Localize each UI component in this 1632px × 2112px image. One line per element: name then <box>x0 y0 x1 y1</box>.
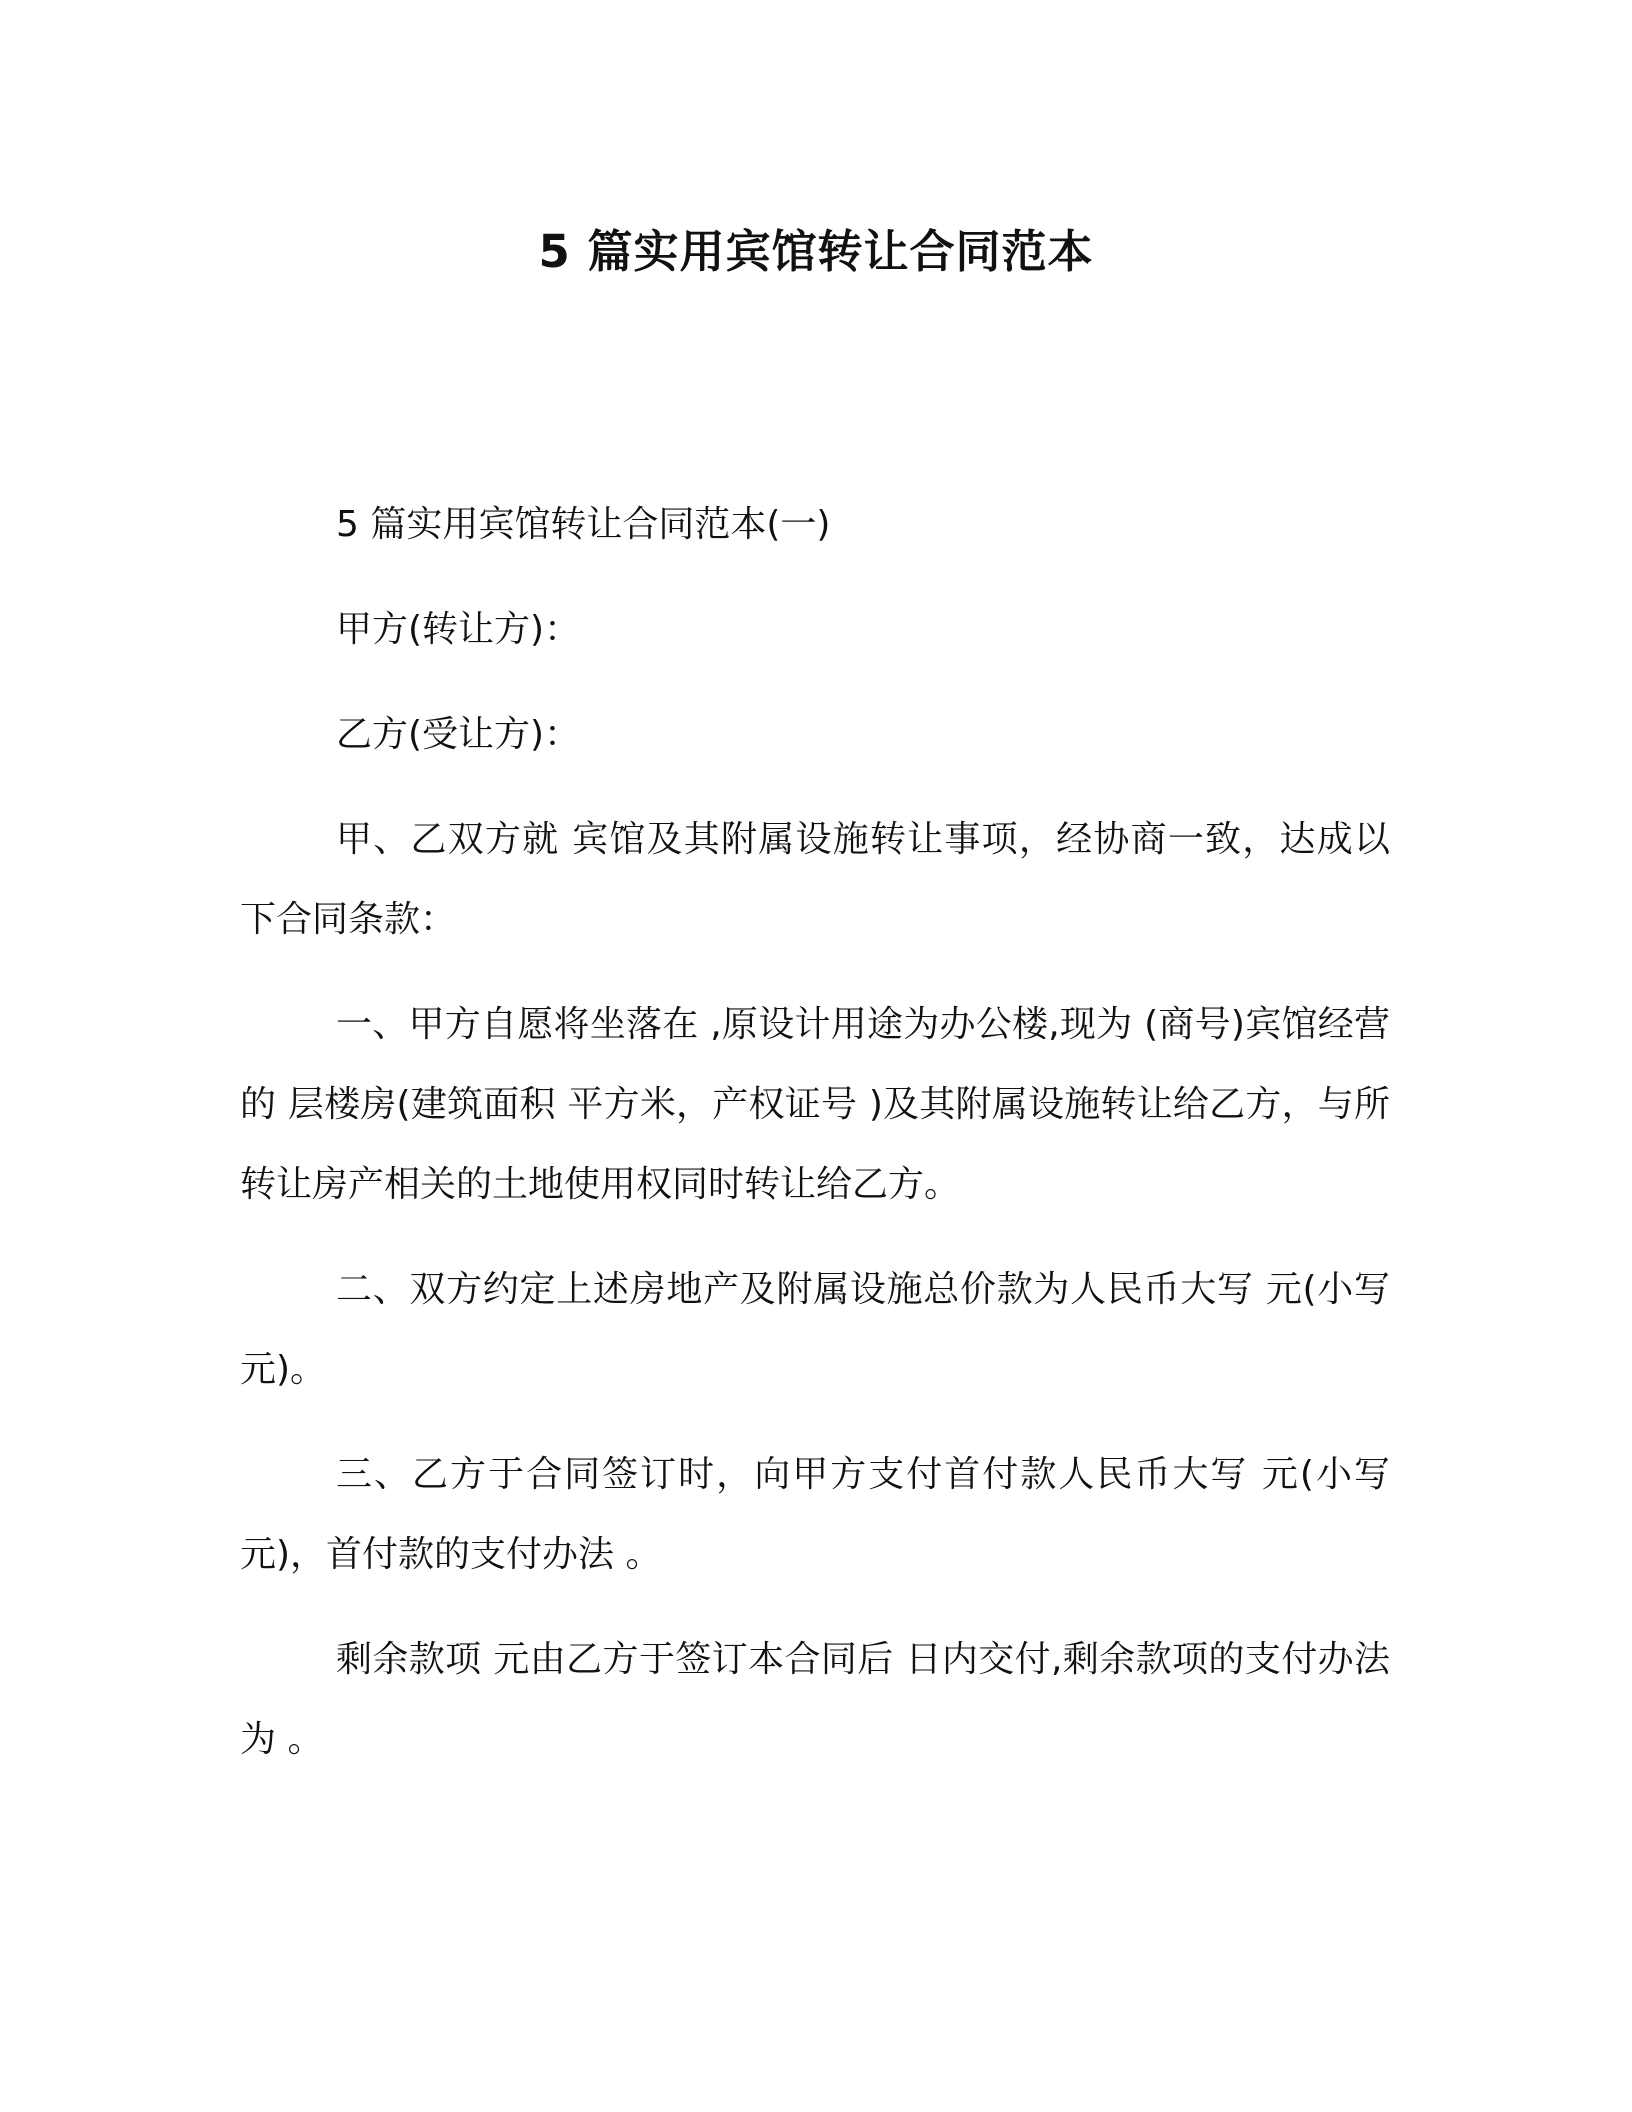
clause-one: 一、甲方自愿将坐落在 ,原设计用途为办公楼,现为 (商号)宾馆经营的 层楼房(建筑面积 平方米，产权证号 )及其附属设施转让给乙方，与所转让房产相关的土地使用权同时转让给乙方。 <box>240 1004 1390 1205</box>
party-a-line: 甲方(转让方)： <box>336 609 581 650</box>
document-body <box>240 485 1390 1805</box>
remaining-payment-paragraph: 剩余款项 元由乙方于签订本合同后 日内交付,剩余款项的支付办法为 。 <box>240 1639 1390 1760</box>
clause-three: 三、乙方于合同签订时，向甲方支付首付款人民币大写 元(小写元)，首付款的支付办法 。 <box>240 1454 1390 1575</box>
section-heading: 5 篇实用宾馆转让合同范本(一) <box>336 504 831 545</box>
clause-two: 二、双方约定上述房地产及附属设施总价款为人民币大写 元(小写 元)。 <box>240 1269 1390 1390</box>
preamble-paragraph: 甲、乙双方就 宾馆及其附属设施转让事项，经协商一致，达成以下合同条款： <box>240 819 1390 940</box>
document-title: 5 篇实用宾馆转让合同范本 <box>538 225 1094 278</box>
party-b-line: 乙方(受让方)： <box>336 714 581 755</box>
